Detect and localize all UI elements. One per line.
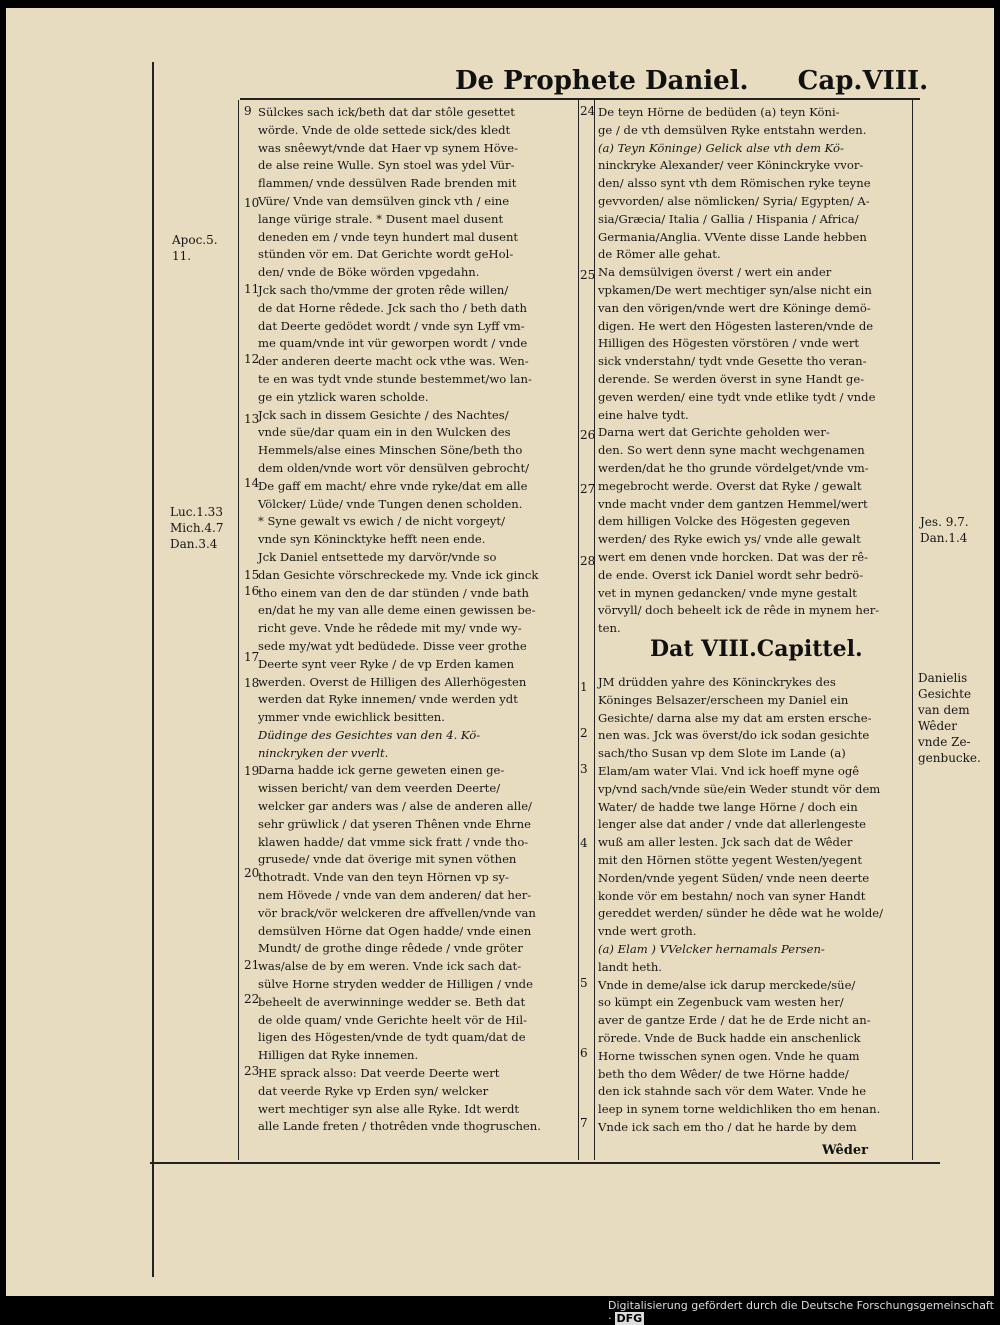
verse-number: 27 <box>580 482 596 496</box>
text-line: Horne twisschen synen ogen. Vnde he quam <box>598 1048 860 1063</box>
text-line: deneden em / vnde teyn hundert mal dusent <box>258 229 519 244</box>
text-line: ge ein ytzlick waren scholde. <box>258 389 429 404</box>
text-line: vör brack/vör welckeren dre affvellen/vnde van <box>258 905 536 920</box>
text-line: Sülckes sach ick/beth dat dar stôle gesettet <box>258 105 515 119</box>
verse-number: 10 <box>244 196 260 210</box>
text-line: Jck sach tho/vmme der groten rêde willen/ <box>258 282 509 297</box>
right-text-column-chapter8 <box>598 674 910 1137</box>
text-line: aver de gantze Erde / dat he de Erde nicht an- <box>598 1013 871 1028</box>
text-line: Norden/vnde yegent Süden/ vnde neen deerte <box>598 870 870 885</box>
text-line: werden. Overst de Hilligen des Allerhögesten <box>258 674 527 689</box>
text-line: sülve Horne stryden wedder de Hilligen / vnde <box>258 977 533 992</box>
text-line: rörede. Vnde de Buck hadde ein anschenlick <box>598 1030 861 1045</box>
text-line: sach/tho Susan vp dem Slote im Lande (a) <box>598 746 846 761</box>
right-text-column <box>598 104 910 638</box>
text-line: De gaff em macht/ ehre vnde ryke/dat em alle <box>258 478 528 493</box>
left-verse-rule <box>238 100 239 1160</box>
text-line: (a) Elam ) VVelcker hernamals Persen- <box>598 941 825 956</box>
text-line: te en was tydt vnde stunde bestemmet/wo lan- <box>258 371 532 386</box>
middle-rule-b <box>594 100 595 1160</box>
text-line: geven werden/ eine tydt vnde etlike tydt / vnde <box>598 389 876 404</box>
middle-rule-a <box>578 100 579 1160</box>
text-line: vörvyll/ doch beheelt ick de rêde in mynem her- <box>598 603 880 618</box>
text-line: vnde süe/dar quam ein in den Wulcken des <box>258 425 511 440</box>
text-line: * Syne gewalt vs ewich / de nicht vorgeyt/ <box>258 514 505 529</box>
text-line: Vüre/ Vnde van demsülven ginck vth / eine <box>258 193 510 208</box>
text-line: dem hilligen Volcke des Högesten gegeven <box>598 514 851 529</box>
text-line: den/ vnde de Böke wörden vpgedahn. <box>258 265 480 280</box>
text-line: megebrocht werde. Overst dat Ryke / gewalt <box>598 478 862 493</box>
text-line: de Römer alle gehat. <box>598 247 721 262</box>
text-line: Düdinge des Gesichtes van den 4. Kö- <box>258 727 481 742</box>
verse-number: 13 <box>244 412 260 426</box>
verse-number: 17 <box>244 650 260 664</box>
text-line: wörde. Vnde de olde settede sick/des kledt <box>258 122 511 137</box>
verse-number: 22 <box>244 992 260 1006</box>
text-line: dat Deerte gedödet wordt / vnde syn Lyff vm- <box>258 318 525 333</box>
text-line: stünden vör em. Dat Gerichte wordt geHol- <box>258 247 514 262</box>
text-line: was snêewyt/vnde dat Haer vp synem Höve- <box>258 140 519 155</box>
header-rule <box>240 98 920 100</box>
text-line: Elam/am water Vlai. Vnd ick hoeff myne ogê <box>598 763 860 778</box>
bottom-rule <box>150 1162 940 1164</box>
header-chapter: Cap.VIII. <box>797 66 929 96</box>
text-line: dan Gesichte vörschreckede my. Vnde ick ginck <box>258 567 539 582</box>
text-line: Darna wert dat Gerichte geholden wer- <box>598 425 830 440</box>
chapter-heading: Dat VIII.Capittel. <box>650 636 863 662</box>
text-line: Hilligen dat Ryke innemen. <box>258 1048 419 1063</box>
text-line: wuß am aller lesten. Jck sach dat de Wêder <box>598 835 853 850</box>
verse-number: 16 <box>244 584 260 598</box>
margin-note-danielis: Danielis Gesichte van dem Wêder vnde Ze- genbucke. <box>918 671 981 765</box>
text-line: en/dat he my van alle deme einen gewissen be- <box>258 603 536 618</box>
text-line: wissen bericht/ van dem veerden Deerte/ <box>258 781 501 796</box>
verse-number: 7 <box>580 1116 588 1130</box>
text-line: alle Lande freten / thotrêden vnde thogruschen. <box>258 1119 541 1134</box>
verse-number: 20 <box>244 866 260 880</box>
text-line: thotradt. Vnde van den teyn Hörnen vp sy- <box>258 870 509 885</box>
text-line: wert mechtiger syn alse alle Ryke. Idt werdt <box>258 1101 520 1116</box>
text-line: grusede/ vnde dat överige mit synen vöthen <box>258 852 517 867</box>
text-line: flammen/ vnde dessülven Rade brenden mit <box>258 176 517 191</box>
text-line: vnde macht vnder dem gantzen Hemmel/wert <box>598 496 868 511</box>
text-line: De teyn Hörne de bedüden (a) teyn Köni- <box>598 105 840 119</box>
text-line: Darna hadde ick gerne geweten einen ge- <box>258 763 505 778</box>
text-line: werden/ des Ryke ewich ys/ vnde alle gewalt <box>598 532 861 547</box>
text-line: nen was. Jck was överst/do ick sodan gesichte <box>598 728 870 743</box>
footer-credit <box>608 1299 1000 1325</box>
text-line: HE sprack alsso: Dat veerde Deerte wert <box>258 1066 500 1081</box>
verse-number: 5 <box>580 976 588 990</box>
text-line: sehr grüwlick / dat yseren Thênen vnde Ehrne <box>258 816 531 831</box>
verse-number: 9 <box>244 104 252 118</box>
text-line: Vnde in deme/alse ick darup merckede/süe/ <box>598 977 856 992</box>
text-line: vnde wert groth. <box>598 924 697 939</box>
text-line: me quam/vnde int vür geworpen wordt / vnde <box>258 336 528 351</box>
text-line: dat veerde Ryke vp Erden syn/ welcker <box>258 1083 489 1098</box>
verse-number: 12 <box>244 352 260 366</box>
text-line: JM drüdden yahre des Köninckrykes des <box>598 675 836 689</box>
verse-number: 18 <box>244 676 260 690</box>
text-line: de ende. Overst ick Daniel wordt sehr bedrö- <box>598 567 864 582</box>
text-line: van den vörigen/vnde wert dre Köninge demö- <box>598 300 871 315</box>
text-line: vet in mynen gedancken/ vnde myne gestalt <box>598 585 857 600</box>
verse-number: 25 <box>580 268 596 282</box>
text-line: den ick stahnde sach vör dem Water. Vnde he <box>598 1084 867 1099</box>
verse-number: 15 <box>244 568 260 582</box>
verse-number: 2 <box>580 726 588 740</box>
verse-number: 11 <box>244 282 260 296</box>
text-line: Mundt/ de grothe dinge rêdede / vnde gröter <box>258 941 523 956</box>
verse-number: 28 <box>580 554 596 568</box>
text-line: vnde syn Könincktyke hefft neen ende. <box>258 532 486 547</box>
text-line: sick vnderstahn/ tydt vnde Gesette tho veran- <box>598 354 867 369</box>
verse-number: 23 <box>244 1064 260 1078</box>
text-line: gereddet werden/ sünder he dêde wat he wolde/ <box>598 906 884 921</box>
margin-note-apoc: Apoc.5. 11. <box>172 233 218 263</box>
text-line: Deerte synt veer Ryke / de vp Erden kamen <box>258 656 515 671</box>
verse-number: 1 <box>580 680 588 694</box>
text-line: Völcker/ Lüde/ vnde Tungen denen scholden. <box>258 496 523 511</box>
text-line: beth tho dem Wêder/ de twe Hörne hadde/ <box>598 1066 849 1081</box>
catchword: Wêder <box>822 1143 869 1158</box>
text-line: vp/vnd sach/vnde süe/ein Weder stundt vör dem <box>598 781 881 796</box>
text-line: gevvorden/ alse nömlicken/ Syria/ Egypten/ A- <box>598 193 870 208</box>
text-line: eine halve tydt. <box>598 407 689 422</box>
text-line: leep in synem torne weldichliken tho em henan. <box>598 1102 881 1117</box>
text-line: ten. <box>598 621 621 636</box>
text-line: Germania/Anglia. VVente disse Lande hebben <box>598 229 867 244</box>
verse-number: 26 <box>580 428 596 442</box>
verse-number: 24 <box>580 104 596 118</box>
text-line: welcker gar anders was / alse de anderen alle/ <box>258 799 532 814</box>
text-line: werden dat Ryke innemen/ vnde werden ydt <box>258 692 518 707</box>
header-title: De Prophete Daniel. <box>455 66 749 96</box>
text-line: ymmer vnde ewichlick besitten. <box>258 710 445 725</box>
text-line: ge / de vth demsülven Ryke entstahn werden. <box>598 122 867 137</box>
text-line: nem Hövede / vnde van dem anderen/ dat her- <box>258 888 532 903</box>
left-text-column <box>258 104 576 1136</box>
text-line: de olde quam/ vnde Gerichte heelt vör de Hil- <box>258 1012 527 1027</box>
text-line: Jck sach in dissem Gesichte / des Nachtes/ <box>258 407 509 422</box>
text-line: lange vürige strale. * Dusent mael dusent <box>258 211 504 226</box>
text-line: mit den Hörnen stötte yegent Westen/yegent <box>598 852 863 867</box>
text-line: derende. Se werden överst in syne Handt ge- <box>598 371 865 386</box>
text-line: so kümpt ein Zegenbuck vam westen her/ <box>598 995 844 1010</box>
text-line: den/ alsso synt vth dem Römischen ryke teyne <box>598 176 871 191</box>
verse-number: 21 <box>244 958 260 972</box>
text-line: (a) Teyn Köninge) Gelick alse vth dem Kö- <box>598 140 844 155</box>
text-line: Water/ de hadde twe lange Hörne / doch ein <box>598 799 858 814</box>
text-line: de dat Horne rêdede. Jck sach tho / beth dath <box>258 300 527 315</box>
page-header <box>455 66 928 96</box>
text-line: Jck Daniel entsettede my darvör/vnde so <box>258 549 497 564</box>
text-line: Hemmels/alse eines Minschen Söne/beth tho <box>258 443 523 458</box>
text-line: ligen des Högesten/vnde de tydt quam/dat de <box>258 1030 526 1045</box>
margin-note-luc: Luc.1.33 Mich.4.7 Dan.3.4 <box>170 505 224 551</box>
text-line: werden/dat he tho grunde vördelget/vnde vm- <box>598 460 869 475</box>
text-line: Gesichte/ darna alse my dat am ersten ersche- <box>598 710 872 725</box>
text-line: tho einem van den de dar stünden / vnde bath <box>258 585 529 600</box>
text-line: wert em denen vnde horcken. Dat was der rê- <box>598 549 869 564</box>
text-line: beheelt de averwinninge wedder se. Beth dat <box>258 994 526 1009</box>
text-line: den. So wert denn syne macht wechgenamen <box>598 443 865 458</box>
text-line: konde vör em bestahn/ noch van syner Handt <box>598 888 866 903</box>
text-line: klawen hadde/ dat vmme sick fratt / vnde tho- <box>258 834 529 849</box>
text-line: sia/Græcia/ Italia / Gallia / Hispania / Africa/ <box>598 211 859 226</box>
verse-number: 4 <box>580 836 588 850</box>
text-line: ninckryke Alexander/ veer Köninckryke vvor- <box>598 158 864 173</box>
verse-number: 19 <box>244 764 260 778</box>
text-line: digen. He wert den Högesten lasteren/vnde de <box>598 318 874 333</box>
text-line: landt heth. <box>598 959 662 974</box>
text-line: Hilligen des Högesten vörstören / vnde wert <box>598 336 860 351</box>
text-line: dem olden/vnde wort vör densülven gebrocht/ <box>258 460 530 475</box>
text-line: sede my/wat ydt bedüdede. Disse veer grothe <box>258 638 527 653</box>
margin-note-jes: Jes. 9.7. Dan.1.4 <box>920 515 969 545</box>
text-line: de alse reine Wulle. Syn stoel was ydel Vür- <box>258 158 515 173</box>
text-line: vpkamen/De wert mechtiger syn/alse nicht ein <box>598 282 872 297</box>
text-line: ninckryken der vverlt. <box>258 745 389 760</box>
right-column-rule <box>912 100 913 1160</box>
text-line: was/alse de by em weren. Vnde ick sach dat- <box>258 959 522 974</box>
text-line: der anderen deerte macht ock vthe was. Wen- <box>258 354 529 369</box>
text-line: demsülven Hörne dat Ogen hadde/ vnde einen <box>258 923 532 938</box>
text-line: Köninges Belsazer/erscheen my Daniel ein <box>598 692 849 707</box>
dfg-logo: DFG <box>616 1312 643 1325</box>
text-line: lenger alse dat ander / vnde dat allerlengeste <box>598 817 867 832</box>
verse-number: 14 <box>244 476 260 490</box>
text-line: Vnde ick sach em tho / dat he harde by dem <box>598 1119 857 1134</box>
text-line: Na demsülvigen överst / wert ein ander <box>598 265 832 280</box>
text-line: richt geve. Vnde he rêdede mit my/ vnde wy- <box>258 621 522 636</box>
footer-text: Digitalisierung gefördert durch die Deutsche Forschungsgemeinschaft · <box>608 1299 994 1325</box>
verse-number: 6 <box>580 1046 588 1060</box>
verse-number: 3 <box>580 762 588 776</box>
